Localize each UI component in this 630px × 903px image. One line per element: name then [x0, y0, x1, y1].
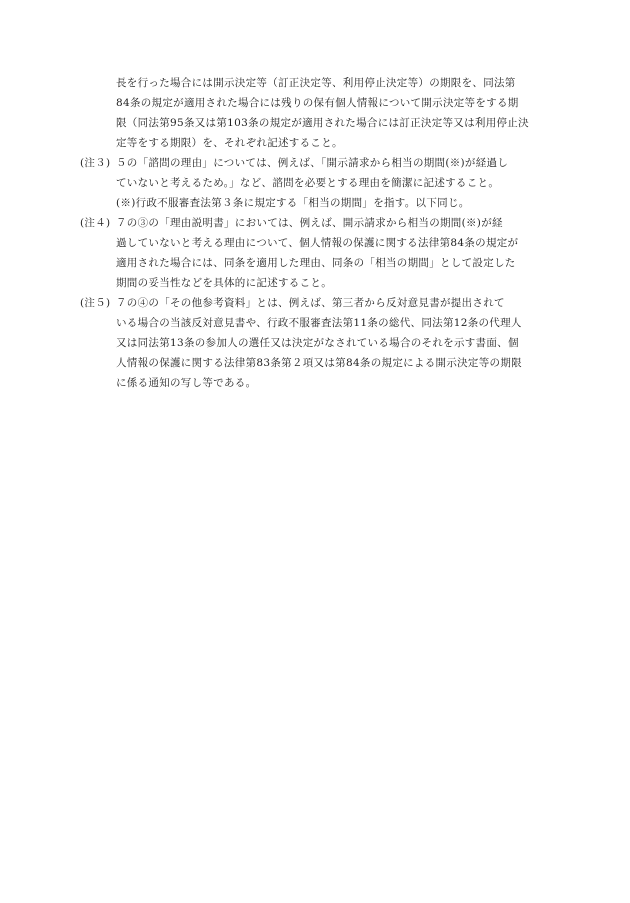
note-label: (注５): [80, 297, 111, 309]
note-5: [80, 293, 552, 393]
paragraph-line: ７の④の「その他参考資料」とは、例えば、第三者から反対意見書が提出されて: [116, 297, 505, 309]
paragraph-line: 定等をする期限）を、それぞれ記述すること。: [116, 137, 343, 149]
continued-note-paragraph: [80, 73, 552, 153]
paragraph-line: 又は同法第13条の参加人の選任又は決定がなされている場合のそれを示す書面、個: [116, 337, 519, 349]
paragraph-line: 期間の妥当性などを具体的に記述すること。: [116, 277, 332, 289]
paragraph-line: 84条の規定が適用された場合には残りの保有個人情報について開示決定等をする期: [116, 97, 519, 109]
paragraph-line: 限（同法第95条又は第103条の規定が適用された場合には訂正決定等又は利用停止決: [116, 117, 529, 129]
footnote-text: (※)行政不服審査法第３条に規定する「相当の期間」を指す。以下同じ。: [116, 197, 470, 209]
note-label: (注４): [80, 217, 111, 229]
paragraph-line: 適用された場合には、同条を適用した理由、同条の「相当の期間」として設定した: [116, 257, 516, 269]
paragraph-line: 人情報の保護に関する法律第83条第２項又は第84条の規定による開示決定等の期限: [116, 357, 522, 369]
paragraph-line: ていないと考えるため。」など、諮問を必要とする理由を簡潔に記述すること。: [116, 177, 500, 189]
paragraph-line: 過していないと考える理由について、個人情報の保護に関する法律第84条の規定が: [116, 237, 519, 249]
note-3: [80, 153, 552, 213]
note-4: [80, 213, 552, 293]
notes-section: [80, 73, 552, 393]
paragraph-line: ５の「諮問の理由」については、例えば、「開示請求から相当の期間(※)が経過し: [116, 157, 509, 169]
paragraph-line: いる場合の当該反対意見書や、行政不服審査法第11条の総代、同法第12条の代理人: [116, 317, 522, 329]
paragraph-line: ７の③の「理由説明書」においては、例えば、開示請求から相当の期間(※)が経: [116, 217, 503, 229]
paragraph-line: に係る通知の写し等である。: [116, 377, 257, 389]
note-label: (注３): [80, 157, 111, 169]
paragraph-line: 長を行った場合には開示決定等（訂正決定等、利用停止決定等）の期限を、同法第: [116, 77, 516, 89]
